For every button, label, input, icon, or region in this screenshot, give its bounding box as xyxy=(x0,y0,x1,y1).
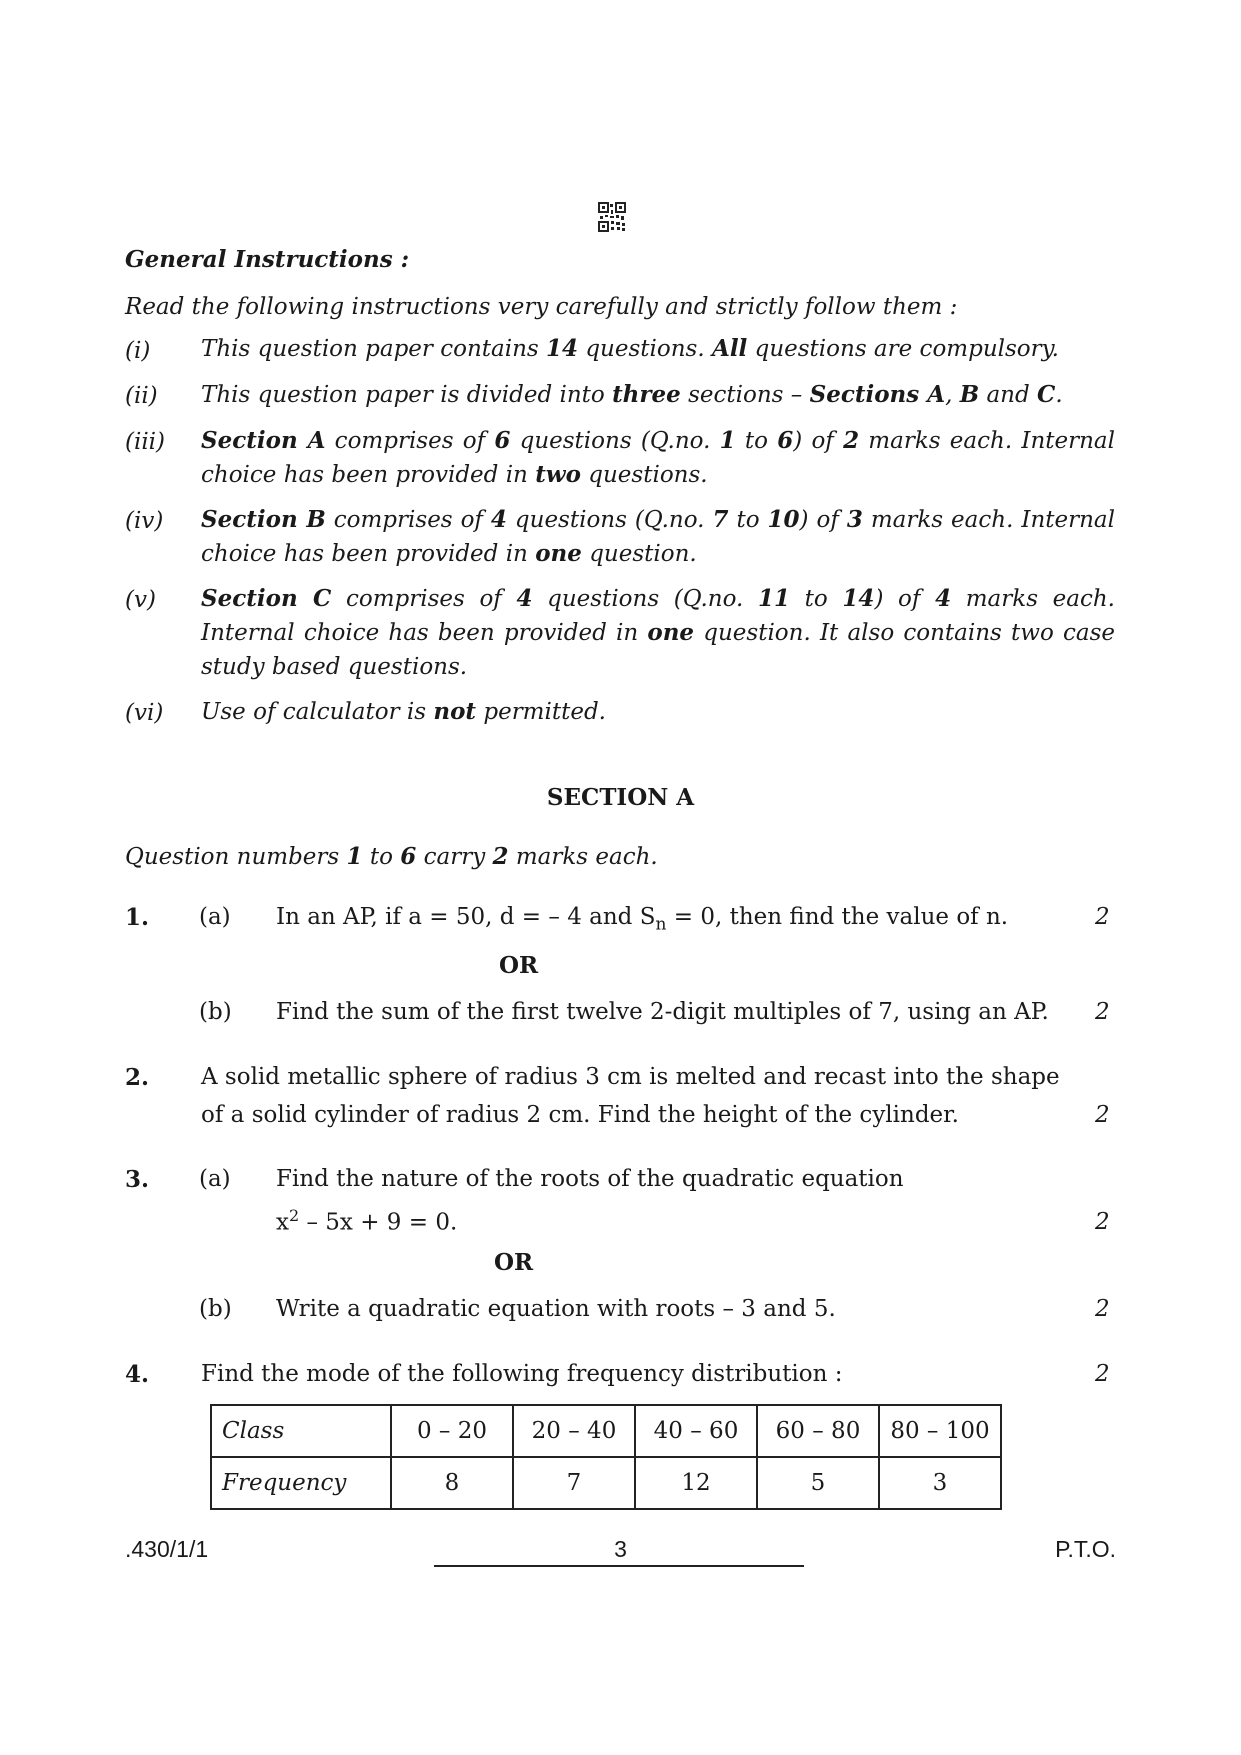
subpart-label: (b) xyxy=(199,1296,232,1322)
question-text: Find the mode of the following frequency distribution : xyxy=(201,1361,843,1387)
instruction-text: This question paper contains 14 questions. All questions are compulsory. xyxy=(201,335,1059,362)
marks: 2 xyxy=(1095,1102,1110,1128)
question-text: Write a quadratic equation with roots – 3 and 5. xyxy=(276,1296,836,1322)
section-note: Question numbers 1 to 6 carry 2 marks each. xyxy=(125,843,658,870)
or-label: OR xyxy=(499,952,539,979)
instruction-number: (iii) xyxy=(125,429,166,455)
table-cell: 12 xyxy=(635,1457,757,1509)
table-cell: 20 – 40 xyxy=(513,1405,635,1457)
instructions-intro: Read the following instructions very carefully and strictly follow them : xyxy=(125,294,958,320)
table-row-header: Frequency xyxy=(211,1457,391,1509)
section-title: SECTION A xyxy=(546,784,695,811)
question-number: 2. xyxy=(125,1064,150,1091)
instruction-number: (vi) xyxy=(125,700,164,726)
marks: 2 xyxy=(1095,1209,1110,1235)
instruction-text: Section B comprises of 4 questions (Q.no. 7 to 10) of 3 marks each. Internal choice has been provided in one question. xyxy=(201,506,1115,567)
instruction-text: Section A comprises of 6 questions (Q.no. 1 to 6) of 2 marks each. Internal choice has been provided in two questions. xyxy=(201,427,1115,488)
instruction-number: (ii) xyxy=(125,383,158,409)
or-label: OR xyxy=(494,1249,534,1276)
table-cell: 80 – 100 xyxy=(879,1405,1001,1457)
marks: 2 xyxy=(1095,904,1110,930)
page-number: 3 xyxy=(614,1536,627,1562)
instruction-text: Section C comprises of 4 questions (Q.no. 11 to 14) of 4 marks each. Internal choice has been provided in one question. It also contains two case study based questions. xyxy=(201,585,1115,680)
question-text: Find the sum of the first twelve 2-digit multiples of 7, using an AP. xyxy=(276,999,1049,1025)
marks: 2 xyxy=(1095,1361,1110,1387)
instructions-heading: General Instructions : xyxy=(125,246,410,273)
instruction-number: (iv) xyxy=(125,508,164,534)
footer-divider xyxy=(434,1565,804,1567)
question-text: Find the nature of the roots of the quadratic equation xyxy=(276,1166,904,1192)
question-number: 1. xyxy=(125,904,150,931)
marks: 2 xyxy=(1095,999,1110,1025)
subpart-label: (a) xyxy=(199,1166,231,1192)
instruction-number: (i) xyxy=(125,338,151,364)
table-cell: 0 – 20 xyxy=(391,1405,513,1457)
question-text: In an AP, if a = 50, d = – 4 and $S_n = 0$, then find the value of n. xyxy=(276,904,1009,935)
question-text: A solid metallic sphere of radius 3 cm is melted and recast into the shape xyxy=(201,1064,1060,1090)
qr-code-icon xyxy=(598,202,626,232)
instruction-text: Use of calculator is not permitted. xyxy=(201,698,606,725)
question-number: 3. xyxy=(125,1166,150,1193)
table-cell: 5 xyxy=(757,1457,879,1509)
table-row xyxy=(211,1405,1001,1457)
table-cell: 40 – 60 xyxy=(635,1405,757,1457)
question-number: 4. xyxy=(125,1361,150,1388)
instruction-text: This question paper is divided into three sections – Sections A, B and C. xyxy=(201,381,1063,408)
question-text: of a solid cylinder of radius 2 cm. Find the height of the cylinder. xyxy=(201,1102,959,1128)
subpart-label: (b) xyxy=(199,999,232,1025)
table-cell: 60 – 80 xyxy=(757,1405,879,1457)
table-row xyxy=(211,1457,1001,1509)
instruction-number: (v) xyxy=(125,587,156,613)
table-cell: 7 xyxy=(513,1457,635,1509)
table-cell: 8 xyxy=(391,1457,513,1509)
paper-code: .430/1/1 xyxy=(125,1536,209,1562)
subpart-label: (a) xyxy=(199,904,231,930)
table-cell: 3 xyxy=(879,1457,1001,1509)
frequency-table xyxy=(210,1404,1002,1510)
marks: 2 xyxy=(1095,1296,1110,1322)
pto-label: P.T.O. xyxy=(1055,1536,1116,1562)
table-row-header: Class xyxy=(211,1405,391,1457)
equation: $x^2 - 5x + 9 = 0$. xyxy=(276,1206,458,1236)
